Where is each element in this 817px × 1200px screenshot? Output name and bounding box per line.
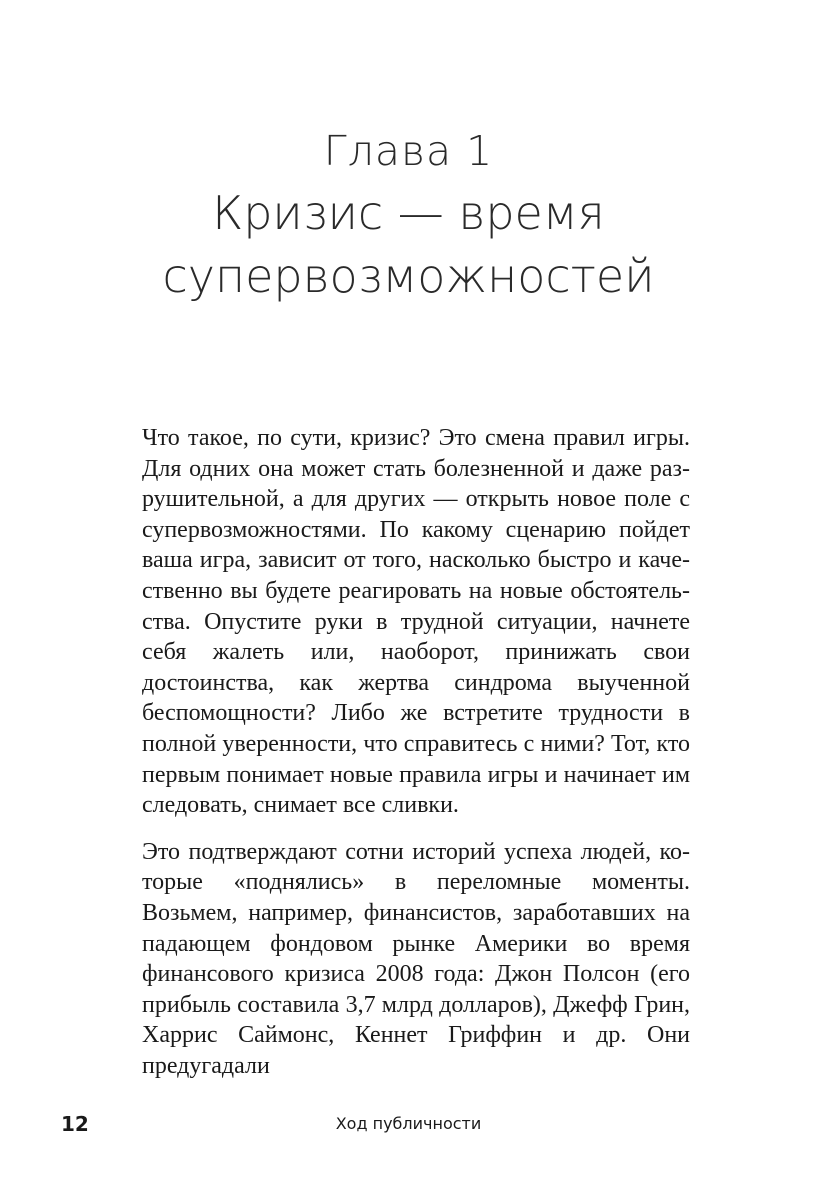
paragraph-2: Это подтверждают сотни историй успеха людей, которые «поднялись» в переломные моменты. Возьмем, например, финансистов, заработавших на падающем фондовом рынке Америки во время финансового кризиса 2008 года: Джон Полсон (его прибыль составила 3,7 млрд долларов), Джефф Грин, Харрис Саймонс, Кеннет Гриффин и др. Они предугадали xyxy=(142,838,690,1079)
chapter-title-line-1: Кризис — время xyxy=(212,186,605,240)
page-number: 12 xyxy=(61,1112,89,1136)
paragraph-1: Что такое, по сути, кризис? Это смена правил игры. Для одних она может стать болезненной и даже разрушительной, а для других — открыть новое поле с супервозможностями. По какому сценарию пойдет ваша игра, зависит от того, насколько быстро и качественно вы будете реагировать на новые обстоятельства. Опустите руки в трудной ситуации, начнете себя жалеть или, наоборот, принижать свои достоинства, как жертва синдрома выученной беспомощности? Либо же встретите трудности в полной уверенности, что справитесь с ними? Тот, кто первым понимает новые правила игры и начинает им следовать, снимает все сливки. xyxy=(142,425,690,819)
chapter-title-line-2: супервозможностей xyxy=(162,249,655,303)
chapter-heading xyxy=(0,122,817,308)
body-text xyxy=(142,423,690,1081)
chapter-number: Глава 1 xyxy=(323,127,494,175)
chapter-title xyxy=(0,182,817,308)
running-title: Ход публичности xyxy=(335,1114,482,1133)
